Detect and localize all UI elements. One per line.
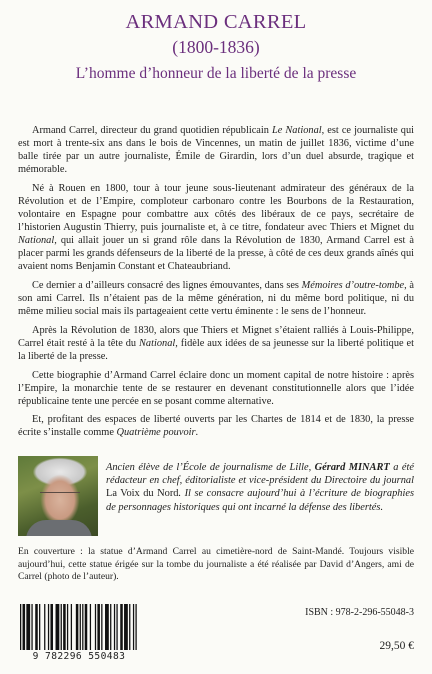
barcode-bar — [50, 604, 53, 650]
barcode-bar — [31, 604, 32, 650]
barcode-bar — [67, 604, 68, 650]
text-run: Après la Révolution de 1830, alors que Thiers et Mignet s’étaient ralliés à Louis-Philippe, Carrel était resté à la tête du — [18, 324, 414, 349]
barcode-bar — [105, 604, 109, 650]
header — [0, 10, 432, 84]
isbn: ISBN : 978-2-296-55048-3 — [305, 607, 414, 618]
text-run: , qui allait jouer un si grand rôle dans la Révolution de 1830, Armand Carrel est à placer parmi les grands défenseurs de la liberté de la presse, à côté de ces deux grands aînés qui avaient noms Benjamin Constant et Chateaubriand. — [18, 235, 414, 273]
text-run: , est ce journaliste qui est mort à trente-six ans dans le bois de Vincennes, un matin de juillet 1836, victime d’une balle tirée par un autre journaliste, Émile de Girardin, lors d’un duel absurde, tragique et mémorable. — [18, 125, 415, 176]
text-run: Ce dernier a d’ailleurs consacré des lignes émouvantes, dans ses — [32, 280, 302, 292]
barcode-digits: 9 782296 550483 — [32, 651, 126, 662]
shirt-shape — [26, 520, 92, 536]
barcode-bar — [101, 604, 102, 650]
author-photo — [18, 456, 98, 536]
newspaper-name: La Voix du Nord — [106, 488, 179, 500]
barcode-bar — [133, 604, 134, 650]
barcode-bar — [90, 604, 91, 650]
barcode-bars — [20, 604, 138, 650]
text-italic: Quatrième pouvoir — [116, 427, 196, 439]
barcode-bar — [120, 604, 123, 650]
blurb-paragraph — [18, 124, 414, 176]
barcode-bar — [80, 604, 81, 650]
text-italic: Le National — [272, 125, 322, 136]
text-run: , à son ami Carrel. Ils n’étaient pas de la même génération, ni du même bord politique, ni du même milieu social mais ils partageaient cette vertu éminente : le sens de l’honneur. — [18, 280, 414, 318]
barcode — [20, 604, 138, 664]
barcode-bar — [95, 604, 96, 650]
barcode-bar — [63, 604, 66, 650]
text-run: Né à Rouen en 1800, tour à tour jeune sous-lieutenant admirateur des généraux de la Révolution et de l’Empire, comploteur carbonaro contre les Bourbons de la Restauration, volontaire en Espagne pour combattre aux côtés des libéraux de ce pays, secrétaire de l’historien Augustin Thierry, puis journaliste et, à ce titre, fondateur avec Thiers et Mignet du — [18, 182, 414, 234]
blurb-paragraph — [18, 279, 414, 318]
barcode-bar — [110, 604, 111, 650]
blurb — [18, 124, 414, 440]
barcode-bar — [116, 604, 117, 650]
author-section — [18, 456, 414, 536]
text-run: . — [195, 427, 199, 439]
blurb-paragraph: Cette biographie d’Armand Carrel éclaire donc un moment capital de notre histoire : après l’Empire, la monarchie tente de se restaurer en devenant constitutionnelle alors que l’idée républicaine tente une percée en se posant comme alternative. — [18, 369, 414, 407]
cover-credit: En couverture : la statue d’Armand Carrel au cimetière-nord de Saint-Mandé. Toujours visible aujourd’hui, cette statue érigée sur la tombe du journaliste a été réalisée par David d’Angers, ami de Carrel (photo de l’auteur). — [18, 546, 414, 583]
glasses-shape — [40, 492, 80, 503]
text-run: Et, profitant des espaces de liberté ouverts par les Chartes de 1814 et de 1830, la presse écrite s’installe comme — [18, 414, 414, 439]
text-run: Ancien élève de l’École de journalisme de Lille, — [106, 462, 315, 473]
barcode-bar — [61, 604, 62, 650]
book-years: (1800-1836) — [172, 37, 260, 57]
barcode-bar — [135, 604, 136, 650]
text-italic: National — [139, 337, 176, 349]
barcode-bar — [35, 604, 38, 650]
barcode-bar — [82, 604, 83, 650]
barcode-bar — [71, 604, 72, 650]
barcode-bar — [97, 604, 100, 650]
barcode-bar — [48, 604, 49, 650]
barcode-bar — [44, 604, 45, 650]
barcode-bar — [129, 604, 130, 650]
barcode-bar — [26, 604, 30, 650]
text-italic: National — [18, 235, 55, 247]
author-bio — [106, 461, 414, 514]
barcode-bar — [56, 604, 60, 650]
barcode-bar — [85, 604, 88, 650]
barcode-bar — [76, 604, 79, 650]
barcode-bar — [39, 604, 40, 650]
barcode-bar — [124, 604, 128, 650]
blurb-paragraph — [18, 182, 414, 274]
text-run: . Il se consacre aujourd’hui à l’écriture de biographies de personnages historiques qui ont incarné la défense des libertés. — [106, 488, 415, 513]
book-title: ARMAND CARREL — [125, 11, 307, 33]
barcode-bar — [20, 604, 21, 650]
blurb-paragraph — [18, 413, 414, 439]
text-run: Armand Carrel, directeur du grand quotidien républicain — [32, 125, 272, 136]
barcode-bar — [23, 604, 26, 650]
price: 29,50 € — [379, 640, 414, 652]
book-subtitle: L’homme d’honneur de la liberté de la presse — [75, 65, 357, 82]
barcode-bar — [114, 604, 115, 650]
text-run: , fidèle aux idées de sa jeunesse sur la liberté politique et la liberté de la presse. — [18, 337, 415, 362]
blurb-paragraph — [18, 324, 414, 363]
text-italic: Mémoires d’outre-tombe — [301, 280, 405, 292]
author-name: Gérard MINART — [314, 462, 390, 473]
text-run: a été rédacteur en chef, éditorialiste et vice-président du Directoire du journal — [106, 462, 414, 487]
